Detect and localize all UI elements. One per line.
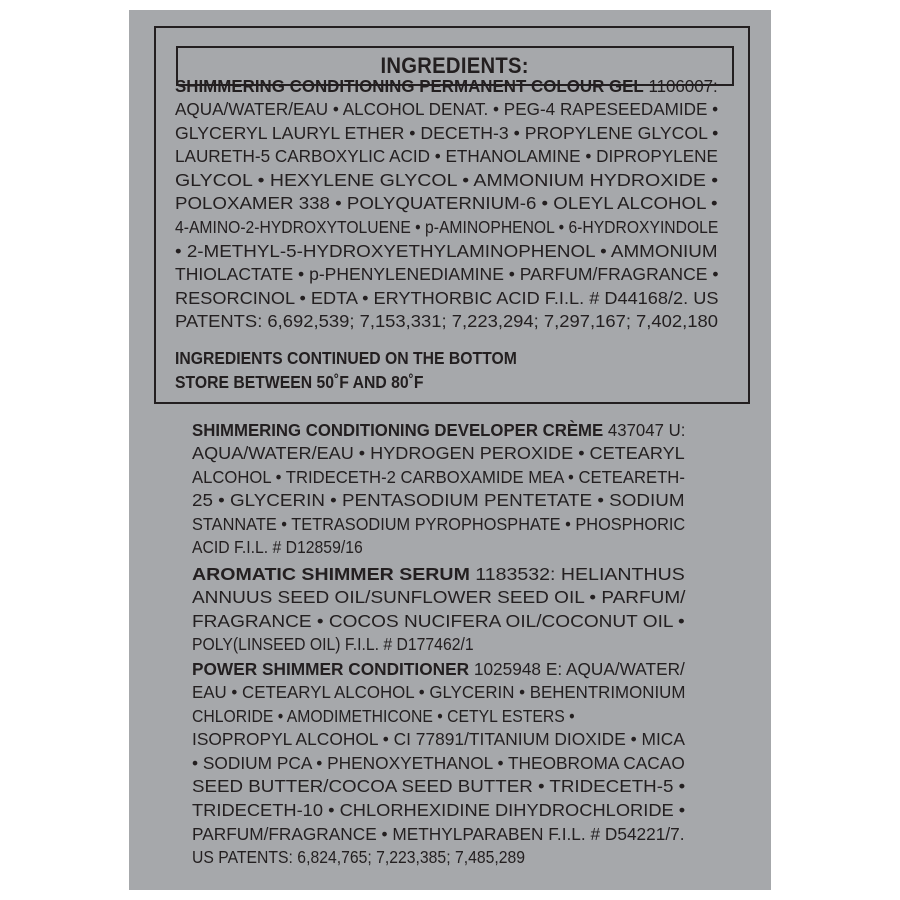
conditioner-code: 1025948 E: AQUA/WATER/ [469, 659, 685, 679]
developer-code: 437047 U: [603, 420, 686, 440]
ingredient-line: PARFUM/FRAGRANCE • METHYLPARABEN F.I.L. # D54221/7. [192, 823, 685, 844]
ingredient-line: FRAGRANCE • COCOS NUCIFERA OIL/COCONUT OIL • [192, 610, 685, 631]
ingredient-line: AQUA/WATER/EAU • ALCOHOL DENAT. • PEG-4 RAPESEEDAMIDE • [175, 99, 719, 119]
section-heading-colour-gel [175, 75, 718, 98]
colour-gel-code: 1106007: [643, 76, 718, 96]
ingredient-line: • SODIUM PCA • PHENOXYETHANOL • THEOBROMA CACAO [192, 752, 685, 773]
ingredient-line: ALCOHOL • TRIDECETH-2 CARBOXAMIDE MEA • CETEARETH- [192, 466, 685, 487]
ingredient-line: EAU • CETEARYL ALCOHOL • GLYCERIN • BEHENTRIMONIUM [192, 682, 686, 702]
ingredient-line: US PATENTS: 6,824,765; 7,223,385; 7,485,289 [192, 847, 526, 868]
section-heading-conditioner [192, 658, 685, 681]
section-heading-developer [192, 419, 685, 442]
ingredient-line: 4-AMINO-2-HYDROXYTOLUENE • p-AMINOPHENOL • 6-HYDROXYINDOLE [175, 217, 719, 237]
serum-heading: AROMATIC SHIMMER SERUM [192, 564, 470, 584]
ingredient-line: CHLORIDE • AMODIMETHICONE • CETYL ESTERS • [192, 705, 575, 726]
conditioner-heading: POWER SHIMMER CONDITIONER [192, 659, 470, 679]
colour-gel-heading: SHIMMERING CONDITIONING PERMANENT COLOUR GEL [175, 76, 644, 96]
ingredient-line: ISOPROPYL ALCOHOL • CI 77891/TITANIUM DIOXIDE • MICA [192, 729, 685, 750]
ingredient-line: STANNATE • TETRASODIUM PYROPHOSPHATE • PHOSPHORIC [192, 513, 686, 534]
ingredient-line: • 2-METHYL-5-HYDROXYETHYLAMINOPHENOL • AMMONIUM [175, 240, 718, 261]
note-storage: STORE BETWEEN 50˚F AND 80˚F [175, 372, 424, 392]
note-continued: INGREDIENTS CONTINUED ON THE BOTTOM [175, 348, 517, 368]
section-heading-serum [192, 563, 685, 586]
ingredient-line: GLYCOL • HEXYLENE GLYCOL • AMMONIUM HYDROXIDE • [175, 169, 719, 190]
ingredient-line: 25 • GLYCERIN • PENTASODIUM PENTETATE • SODIUM [192, 490, 685, 511]
ingredient-line: GLYCERYL LAURYL ETHER • DECETH-3 • PROPYLENE GLYCOL • [175, 122, 719, 143]
serum-code: 1183532: HELIANTHUS [469, 564, 685, 584]
ingredient-line: AQUA/WATER/EAU • HYDROGEN PEROXIDE • CETEARYL [192, 443, 685, 463]
ingredient-line: SEED BUTTER/COCOA SEED BUTTER • TRIDECETH-5 • [192, 776, 686, 797]
ingredient-line: LAURETH-5 CARBOXYLIC ACID • ETHANOLAMINE • DIPROPYLENE [175, 146, 718, 167]
ingredient-line: THIOLACTATE • p-PHENYLENEDIAMINE • PARFUM/FRAGRANCE • [175, 264, 719, 285]
ingredient-line: POLOXAMER 338 • POLYQUATERNIUM-6 • OLEYL ALCOHOL • [175, 193, 718, 214]
ingredient-line: PATENTS: 6,692,539; 7,153,331; 7,223,294; 7,297,167; 7,402,180 [175, 311, 718, 332]
ingredient-line: RESORCINOL • EDTA • ERYTHORBIC ACID F.I.L. # D44168/2. US [175, 287, 719, 308]
developer-heading: SHIMMERING CONDITIONING DEVELOPER CRÈME [192, 420, 604, 440]
ingredient-line: POLY(LINSEED OIL) F.I.L. # D177462/1 [192, 634, 474, 655]
ingredient-line: TRIDECETH-10 • CHLORHEXIDINE DIHYDROCHLORIDE • [192, 800, 686, 820]
ingredient-line: ANNUUS SEED OIL/SUNFLOWER SEED OIL • PARFUM/ [192, 587, 686, 607]
ingredient-line: ACID F.I.L. # D12859/16 [192, 537, 363, 558]
ingredients-title: INGREDIENTS: [380, 53, 530, 78]
